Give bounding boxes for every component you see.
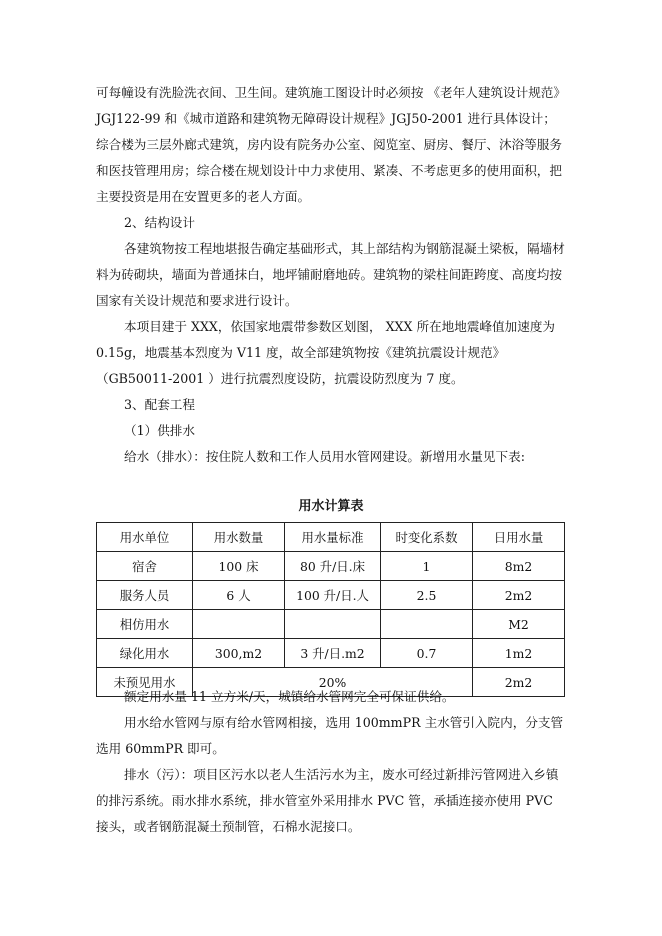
table-cell: 2m2 [473, 581, 565, 610]
table-header-row [97, 523, 565, 552]
table-cell: 宿舍 [97, 552, 193, 581]
table-cell [381, 610, 473, 639]
paragraph-building-design: 可每幢设有洗脸洗衣间、卫生间。建筑施工图设计时必须按 《老年人建筑设计规范》JGJ122-99 和《城市道路和建筑物无障碍设计规程》JGJ50-2001 进行具体设计；综合楼为三层外廊式建筑，房内设有院务办公室、阅览室、厨房、餐厅、沐浴等服务和医技管理用房；综合楼在规划设计中力求使用、紧凑、不考虑更多的使用面积，把主要投资是用在安置更多的老人方面。 [96, 85, 566, 204]
table-cell [193, 610, 285, 639]
table-cell: 未预见用水 [97, 668, 193, 697]
table-cell: M2 [473, 610, 565, 639]
heading-structural-design: 2、结构设计 [124, 215, 195, 230]
paragraph-water-intro: 给水（排水）：按住院人数和工作人员用水管网建设。新增用水量见下表: [124, 449, 525, 464]
table-row [97, 581, 565, 610]
table-cell: 100 床 [193, 552, 285, 581]
table-cell: 300,m2 [193, 639, 285, 668]
table-cell [285, 610, 381, 639]
table-cell-merged: 20% [193, 668, 473, 697]
paragraph-structure: 各建筑物按工程地堪报告确定基础形式，其上部结构为钢筋混凝土梁板，隔墙材料为砖砌块，墙面为普通抹白，地坪铺耐磨地砖。建筑物的梁柱间距跨度、高度均按国家有关设计规范和要求进行设计。 [96, 241, 565, 308]
table-title: 用水计算表 [298, 499, 364, 514]
table-cell: 2m2 [473, 668, 565, 697]
header-cell: 用水数量 [193, 523, 285, 552]
table-cell: 2.5 [381, 581, 473, 610]
paragraph-rated-water: 额定用水量 11 立方米/天，城镇给水管网完全可保证供给。 [124, 689, 455, 704]
table-cell: 100 升/日.人 [285, 581, 381, 610]
table-cell: 8m2 [473, 552, 565, 581]
table-cell: 1m2 [473, 639, 565, 668]
paragraph-supply-network: 用水给水管网与原有给水管网相接，选用 100mmPR 主水管引入院内，分支管选用 60mmPR 即可。 [96, 715, 564, 756]
table-row [97, 639, 565, 668]
heading-supporting-works: 3、配套工程 [124, 397, 195, 412]
table-row [97, 610, 565, 639]
table-cell: 6 人 [193, 581, 285, 610]
table-cell: 80 升/日.床 [285, 552, 381, 581]
table-cell: 相仿用水 [97, 610, 193, 639]
heading-water-supply: （1）供排水 [124, 423, 195, 438]
header-cell: 用水量标准 [285, 523, 381, 552]
table-cell: 3 升/日.m2 [285, 639, 381, 668]
header-cell: 日用水量 [473, 523, 565, 552]
paragraph-seismic: 本项目建于 XXX，依国家地震带参数区划图， XXX 所在地地震峰值加速度为 0.15g，地震基本烈度为 V11 度，故全部建筑物按《建筑抗震设计规范》（GB50011-2001 ）进行抗震烈度设防，抗震设防烈度为 7 度。 [96, 319, 556, 386]
water-calculation-table [96, 522, 565, 697]
header-cell: 用水单位 [97, 523, 193, 552]
table-cell: 1 [381, 552, 473, 581]
table-cell: 绿化用水 [97, 639, 193, 668]
table-cell: 服务人员 [97, 581, 193, 610]
paragraph-drainage: 排水（污）：项目区污水以老人生活污水为主，废水可经过新排污管网进入乡镇的排污系统。雨水排水系统，排水管室外采用排水 PVC 管，承插连接亦使用 PVC 接头，或者钢筋混凝土预制管，石棉水泥接口。 [96, 767, 559, 834]
table-row [97, 552, 565, 581]
header-cell: 时变化系数 [381, 523, 473, 552]
table-cell: 0.7 [381, 639, 473, 668]
